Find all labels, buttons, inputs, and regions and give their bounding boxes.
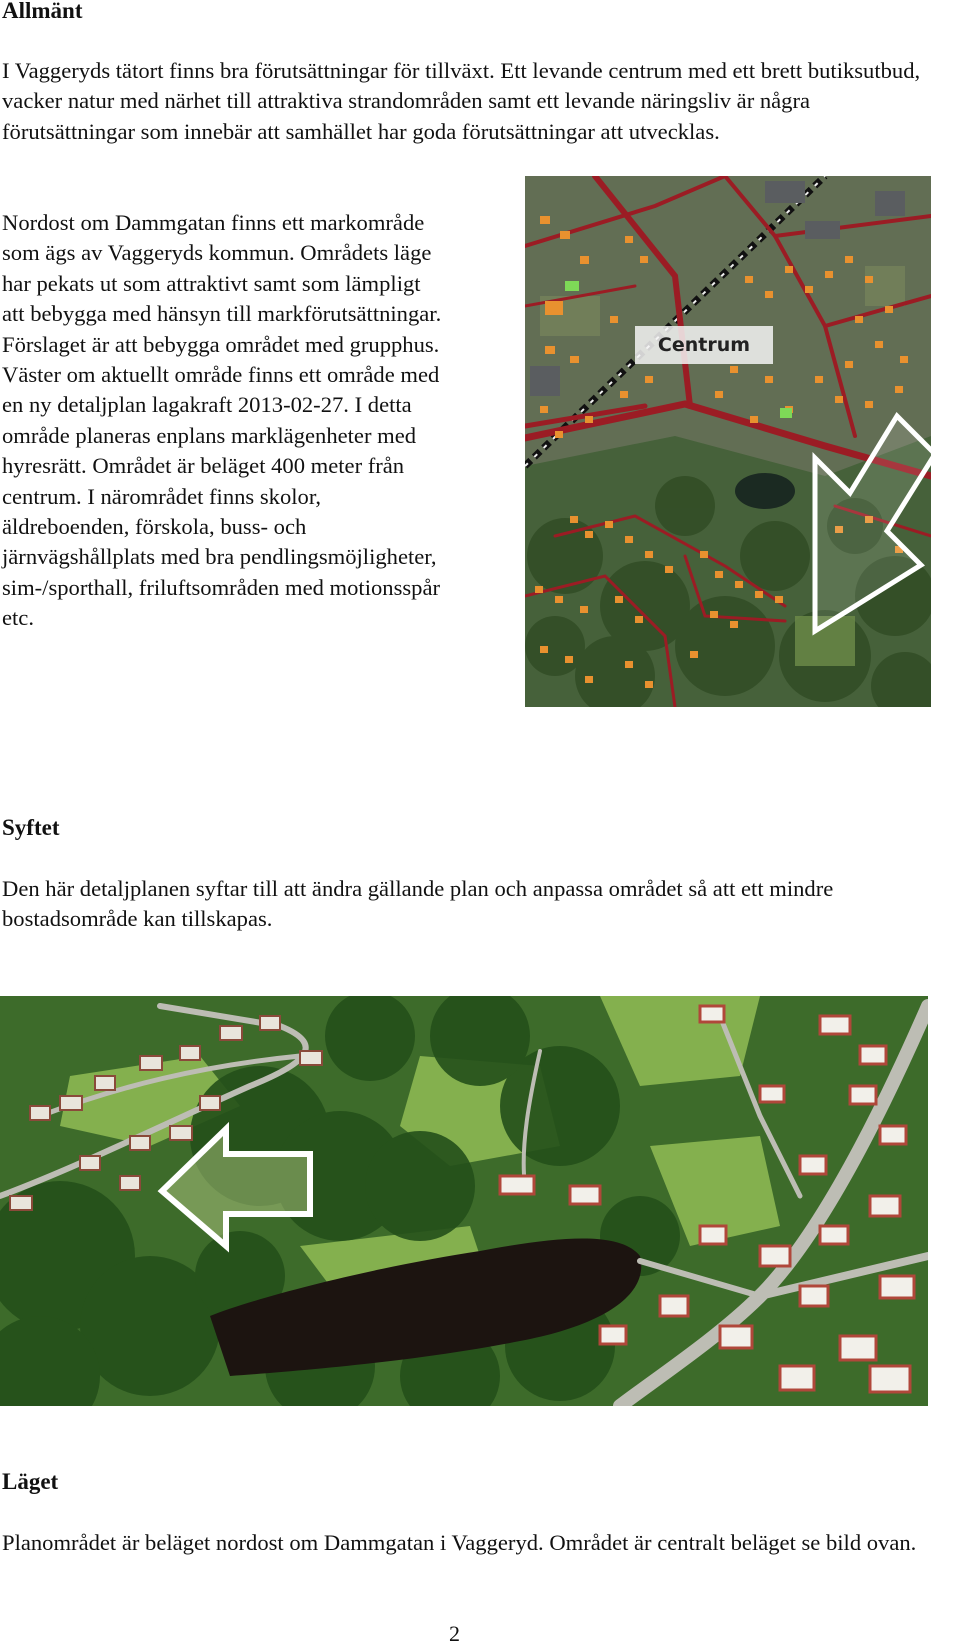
centrum-label: Centrum [635, 326, 773, 364]
map-image [525, 176, 931, 707]
map-graphic [525, 176, 931, 707]
page-number: 2 [449, 1621, 460, 1646]
paragraph-laget: Planområdet är beläget nordost om Dammgatan i Vaggeryd. Området är centralt beläget se bild ovan. [2, 1530, 917, 1555]
aerial-graphic [0, 996, 928, 1406]
section-heading-allmant: Allmänt [2, 0, 83, 23]
section-heading-syftet: Syftet [2, 815, 60, 840]
pond [735, 473, 795, 509]
aerial-photo [0, 996, 928, 1406]
paragraph-allmant-area: Nordost om Dammgatan finns ett markområde som ägs av Vaggeryds kommun. Områdets läge har pekats ut som attraktivt samt som lämpligt att bebygga med hänsyn till markförutsättningar. Förslaget är att bebygga området med grupphus. Väster om aktuellt område finns ett område med en ny detaljplan lagakraft 2013-02-27. I detta område planeras enplans marklägenheter med hyresrätt. Området är beläget 400 meter från centrum. I närområdet finns skolor, äldreboenden, förskola, buss- och järnvägshållplats med bra pendlingsmöjligheter, sim-/sporthall, friluftsområden med motionsspår etc. [2, 210, 442, 631]
paragraph-syftet: Den här detaljplanen syftar till att ändra gällande plan och anpassa området så att ett mindre bostadsområde kan tillskapas. [2, 876, 834, 932]
section-heading-laget: Läget [2, 1469, 59, 1494]
paragraph-allmant-intro: I Vaggeryds tätort finns bra förutsättningar för tillväxt. Ett levande centrum med ett brett butiksutbud, vacker natur med närhet till attraktiva strandområden samt ett levande näringsliv är några förutsättningar som innebär att samhället har goda förutsättningar att utvecklas. [2, 58, 921, 144]
